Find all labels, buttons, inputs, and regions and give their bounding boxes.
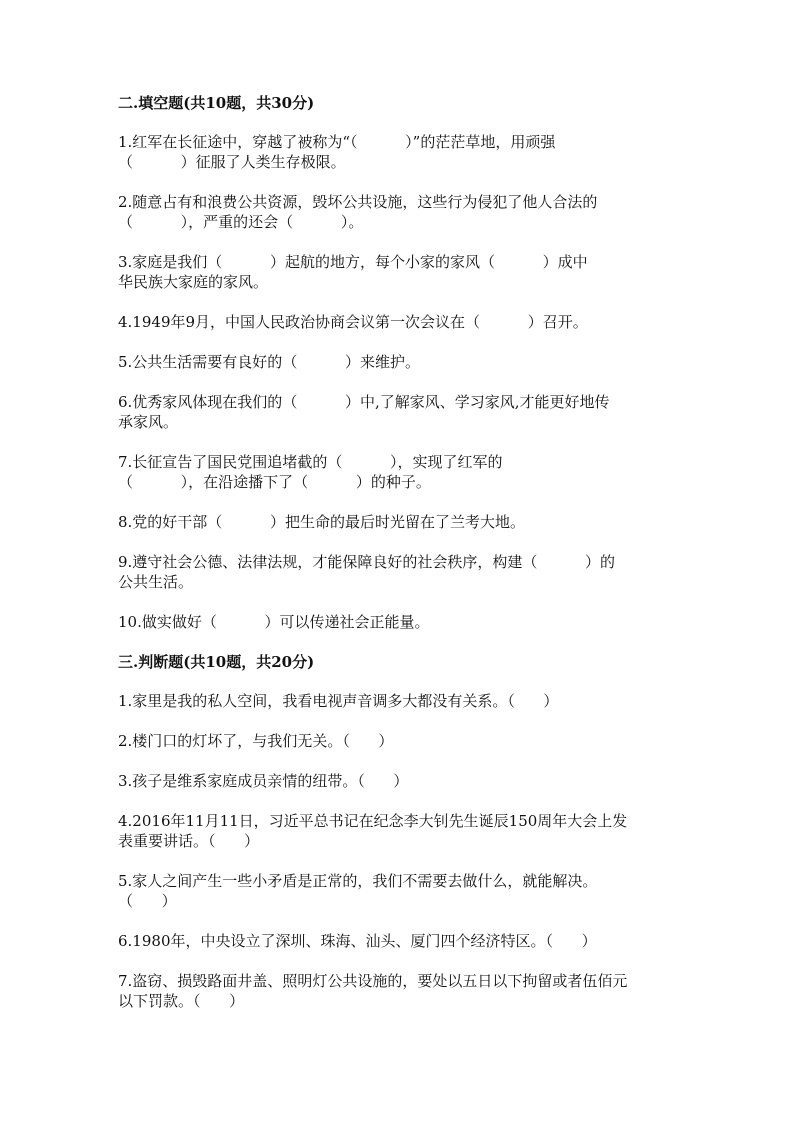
- fill-in-blank-section: [118, 93, 678, 632]
- question-item: [118, 252, 678, 292]
- question-item: [118, 971, 678, 1011]
- question-line: 华民族大家庭的家风。: [118, 273, 269, 291]
- section-heading-true-false: 三.判断题(共10题，共20分): [118, 653, 315, 671]
- question-item: [118, 811, 678, 851]
- question-item: [118, 771, 678, 791]
- question-line: 表重要讲话。（ ）: [118, 832, 260, 850]
- question-line: 7.长征宣告了国民党围追堵截的（ ），实现了红军的: [118, 453, 503, 471]
- document-page: [118, 93, 678, 1031]
- question-line: 5.家人之间产生一些小矛盾是正常的，我们不需要去做什么，就能解决。: [118, 872, 598, 890]
- question-item: [118, 512, 678, 532]
- question-item: [118, 691, 678, 711]
- section-heading-fill-in-blank: 二.填空题(共10题，共30分): [118, 94, 315, 112]
- question-line: 6.优秀家风体现在我们的（ ）中,了解家风、学习家风,才能更好地传: [118, 393, 610, 411]
- question-line: 公共生活。: [118, 573, 194, 591]
- question-line: 8.党的好干部（ ）把生命的最后时光留在了兰考大地。: [118, 513, 525, 531]
- question-line: （ ）征服了人类生存极限。: [118, 153, 346, 171]
- question-line: 5.公共生活需要有良好的（ ）来维护。: [118, 353, 420, 371]
- question-line: 1.家里是我的私人空间，我看电视声音调多大都没有关系。（ ）: [118, 692, 559, 710]
- question-item: [118, 871, 678, 911]
- question-item: [118, 392, 678, 432]
- question-item: [118, 931, 678, 951]
- question-line: 承家风。: [118, 413, 179, 431]
- question-line: 以下罚款。（ ）: [118, 992, 245, 1010]
- question-item: [118, 192, 678, 232]
- question-line: 3.家庭是我们（ ）起航的地方，每个小家的家风（ ）成中: [118, 253, 588, 271]
- question-item: [118, 312, 678, 332]
- question-line: 3.孩子是维系家庭成员亲情的纽带。（ ）: [118, 772, 409, 790]
- question-line: 4.1949年9月，中国人民政治协商会议第一次会议在（ ）召开。: [118, 313, 588, 331]
- question-item: [118, 352, 678, 372]
- question-line: 2.楼门口的灯坏了，与我们无关。（ ）: [118, 732, 394, 750]
- question-line: 2.随意占有和浪费公共资源，毁坏公共设施，这些行为侵犯了他人合法的: [118, 193, 598, 211]
- question-line: 9.遵守社会公德、法律法规，才能保障良好的社会秩序，构建（ ）的: [118, 553, 615, 571]
- question-line: 7.盗窃、损毁路面井盖、照明灯公共设施的，要处以五日以下拘留或者伍佰元: [118, 972, 628, 990]
- question-line: 4.2016年11月11日，习近平总书记在纪念李大钊先生诞辰150周年大会上发: [118, 812, 628, 830]
- question-line: 10.做实做好（ ）可以传递社会正能量。: [118, 613, 430, 631]
- question-line: （ ）: [118, 892, 177, 910]
- question-item: [118, 452, 678, 492]
- true-false-section: [118, 652, 678, 1011]
- question-item: [118, 612, 678, 632]
- question-line: （ ），严重的还会（ ）。: [118, 213, 364, 231]
- question-item: [118, 731, 678, 751]
- question-item: [118, 552, 678, 592]
- question-line: （ ），在沿途播下了（ ）的种子。: [118, 473, 431, 491]
- question-item: [118, 132, 678, 172]
- question-line: 1.红军在长征途中，穿越了被称为“（ ）”的茫茫草地，用顽强: [118, 133, 556, 151]
- question-line: 6.1980年，中央设立了深圳、珠海、汕头、厦门四个经济特区。（ ）: [118, 932, 597, 950]
